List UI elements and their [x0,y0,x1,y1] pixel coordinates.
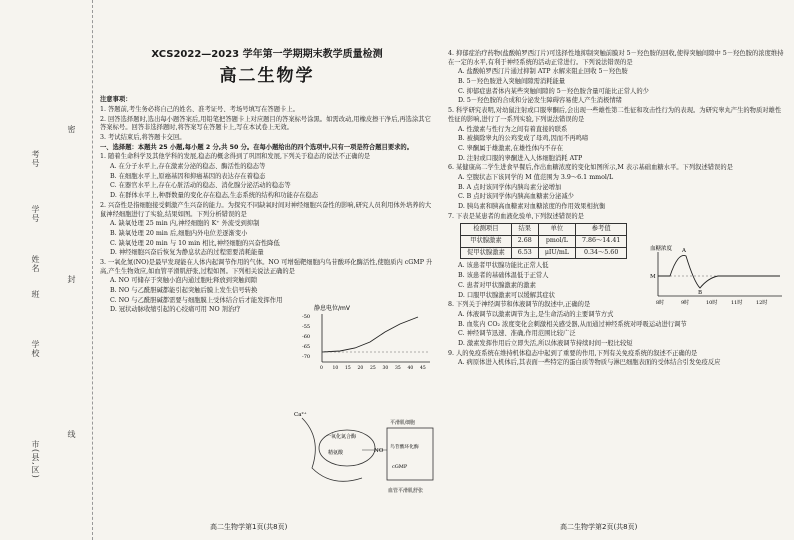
fig2-ytick-label: -70 [302,354,311,360]
margin-label-exam-id: 考号 [31,150,40,168]
question-4-stem: 4. 抑郁症治疗药物(盐酸帕罗西汀片)可选择性地抑制突触前膜对 5－羟色胺的回收,使得突触间隙中 5－羟色胺的浓度维持在一定的水平,有利于神经系统的活动正常进行。下列说法错误的是 [448,50,784,66]
notice-item: 1. 答题前,考生务必将自己的姓名、准考证号、考场号填写在答题卡上。 [100,105,299,113]
q1-option-a: A. 在分子水平上,存在激素分泌的稳态、酶活性的稳态等 [110,163,266,171]
question-3-stem: 3. 一氧化氮(NO)是最早发现能在人体内起调节作用的气体。NO 可增强靶细胞内鸟苷酸环化酶活性,使胞质内 cGMP 升高,产生生物效应,如血管平滑肌舒张,过程如图。下列相关说法正确的是 [100,258,433,275]
fig3-label: Ca²⁺ [294,412,307,418]
q4-option-c: C. 抑郁症患者体内某些突触间隙的 5－羟色胺含量可能比正常人的少 [458,87,649,95]
table-cell: 2.68 [511,236,538,248]
table-row [461,247,627,259]
binding-margin [0,0,93,540]
q5-option-c: C. 睾酮属于雄激素,在雄性体内不存在 [458,144,564,152]
fig2-ytick-label: -50 [302,314,311,320]
q5-option-a: A. 性激素与性行为之间有着直接的联系 [458,125,568,133]
seal-char-3: 线 [67,430,76,439]
fig2-xtick-label: 35 [395,366,401,371]
table-cell: 促甲状腺激素 [461,247,512,259]
q3-option-c: C. NO 与乙酰胆碱都需要与细胞膜上受体结合后才能发挥作用 [110,296,283,304]
notice-title: 注意事项： [100,96,132,104]
table-cell: 0.34～5.60 [575,247,626,259]
question-8-stem: 8. 下列关于神经调节和体液调节的叙述中,正确的是 [448,301,591,309]
table-header-cell: 结果 [511,224,538,236]
notice-item: 2. 回答选择题时,选出每小题答案后,用铅笔把答题卡上对应题目的答案标号涂黑。如需改动,用橡皮擦干净后,再选涂其它答案标号。回答非选择题时,将答案写在答题卡上,写在本试卷上无效。 [100,115,431,132]
fig6-mark-a: A [682,248,686,254]
page-footer-left: 高二生物学第1页(共8页) [210,523,288,531]
q1-option-c: C. 在器官水平上,存在心脏活动的稳态、消化腺分泌活动的稳态等 [110,182,291,190]
blood-glucose-figure [648,242,786,308]
table-header-row [461,224,627,236]
exam-title: XCS2022—2023 学年第一学期期末教学质量检测 [151,49,383,60]
q2-option-a: A. 缺氧处理 25 min 内,神经细胞的 K⁺ 外流受到抑制 [110,220,260,228]
fig2-xtick-label: 0 [320,366,323,371]
margin-label-student-id: 学号 [31,205,40,223]
question-5-stem: 5. 科学研究表明,对幼鼠注射或口服睾酮后,会出现一些雄性第二性征和攻击性行为的表现。为研究睾丸产生的物质对雄性性征的影响,进行了一系列实验,下列说法错误的是 [448,107,782,123]
q7-option-a: A. 该患者甲状腺功能比正常人低 [458,262,549,270]
fig3-label: cGMP [392,464,408,470]
fig3-label: NO [374,448,384,454]
fig2-xtick-label: 25 [370,366,376,371]
question-9-stem: 9. 人的免疫系统在维持机体稳态中起到了重要的作用,下列有关免疫系统的叙述不正确的是 [448,349,698,357]
fig6-xtick-label: 9时 [681,300,690,306]
notice-item: 3. 考试结束后,将答题卡交回。 [100,134,186,141]
fig6-xtick-label: 8时 [656,300,665,306]
fig3-label: 精氨酸 [328,450,344,456]
fig2-xtick-label: 15 [345,366,351,371]
fig2-xtick-label: 20 [357,366,364,371]
table-cell: pmol/L [538,236,575,248]
resting-potential-curve [322,317,418,352]
q5-option-b: B. 被摘除睾丸的公鸡变成了母鸡,因而不再鸣啼 [458,135,589,143]
section-heading: 一、选择题：本题共 25 小题,每小题 2 分,共 50 分。在每小题给出的四个选项中,只有一项是符合题目要求的。 [100,143,414,151]
fig2-xtick-label: 10 [332,366,339,371]
q7-option-c: C. 患者对甲状腺激素的激素 [458,281,536,289]
seal-char-1: 密 [67,125,76,134]
fig2-ylabel: 静息电位/mV [314,305,350,312]
table-header-cell: 单位 [538,224,575,236]
fig6-xtick-label: 11时 [731,300,743,306]
question-6-stem: 6. 某健康高二学生进食早餐后,作出血糖浓度的变化如图所示,M 表示基础血糖水平。下列叙述错误的是 [448,164,733,172]
q4-option-b: B. 5－羟色胺进入突触间隙需消耗能量 [458,78,566,86]
q7-option-d: D. 口服甲状腺激素可以缓解其症状 [458,291,555,299]
fig2-xtick-label: 30 [382,366,389,371]
subject-title: 高二生物学 [219,65,315,86]
q3-option-b: B. NO 与乙酰胆碱都能引起突触后膜上发生信号转换 [110,287,258,294]
q6-option-c: C. B 点时该同学体内胰高血糖素分泌减少 [458,193,574,201]
table-cell: μIU/mL [538,247,575,259]
glucose-curve [658,255,780,288]
fig3-label: 鸟苷酸环化酶 [390,445,419,450]
q3-option-a: A. NO 可储存于突触小泡内通过胞吐释放到突触间隙 [110,277,258,285]
fig6-mark-m: M [650,274,656,280]
q1-option-b: B. 在细胞水平上,原癌基因和抑癌基因的表达存在着稳态 [110,172,266,180]
question-1-stem: 1. 随着生命科学及其他学科的发展,稳态的概念得到了巩固和发展,下列关于稳态的说法不正确的是 [100,153,371,161]
fig6-xtick-label: 12时 [756,300,768,306]
q6-option-d: D. 胰岛素和胰高血糖素对血糖浓度的作用效果相抗衡 [458,203,606,210]
fig2-ytick-label: -60 [302,334,311,340]
fig3-label: 血管平滑肌舒张 [388,488,424,494]
no-pathway-figure [292,408,442,498]
q3-option-d: D. 冠状动脉收缩引起的心绞痛可用 NO 剂治疗 [110,306,241,314]
q8-option-c: C. 神经调节迅速、准确,作用范围比较广泛 [458,330,576,338]
fig2-ytick-label: -55 [302,324,311,330]
question-2-stem: 2. 兴奋性是指细胞接受刺激产生兴奋的能力。为探究不同缺氧时间对神经细胞兴奋性的影响,研究人员利用体外培养的大鼠神经细胞进行了实验,结果如图。下列分析错误的是 [100,201,432,218]
fig6-mark-b: B [698,290,703,296]
q4-option-d: D. 5－羟色胺的合成和分泌发生障碍容易使人产生消极情绪 [458,97,622,105]
lab-result-table [460,223,627,259]
q9-option-a: A. 病原体进入机体后,其表面一些特定的蛋白质等物质与淋巴细胞表面的受体结合引发免疫反应 [458,359,721,367]
q6-option-b: B. A 点时该同学体内胰岛素分泌增加 [458,183,562,191]
table-cell: 甲状腺激素 [461,236,512,248]
fig3-label: 平滑肌细胞 [390,420,416,426]
fig3-label: 一氧化氮合酶 [326,434,357,440]
resting-potential-figure [300,302,434,372]
q8-option-d: D. 激素发挥作用后立即失活,所以体液调节持续时间一般比较短 [458,339,633,347]
seal-char-2: 封 [67,275,76,284]
fig2-xtick-label: 45 [420,366,426,371]
q8-option-b: B. 血浆内 CO₂ 浓度变化会刺激相关感受器,从而通过神经系统对呼吸运动进行调节 [458,320,687,328]
table-header-cell: 参考值 [575,224,626,236]
margin-label-class: 班 [31,290,40,299]
table-row [461,236,627,248]
q5-option-d: D. 注射或口服的睾酮进入人体细胞消耗 ATP [458,154,583,162]
q2-option-d: D. 神经细胞兴奋后恢复为静息状态的过程需要消耗能量 [110,249,264,257]
margin-label-county: 市(县,区) [31,440,40,479]
fig6-xtick-label: 10时 [706,300,718,306]
table-cell: 7.86～14.41 [575,236,626,248]
q4-option-a: A. 盐酸帕罗西汀片通过抑制 ATP 水解来阻止回收 5－羟色胺 [458,68,628,76]
table-cell: 6.53 [511,247,538,259]
table-header-cell: 检测项目 [461,224,512,236]
q1-option-d: D. 在群体水平上,种群数量的变化存在稳态,生态系统的结构和功能存在稳态 [110,192,319,200]
fig2-ytick-label: -65 [302,344,311,350]
q6-option-a: A. 空腹状态下该同学的 M 值范围为 3.9～6.1 mmol/L [458,173,614,181]
question-7-stem: 7. 下表是某患者的血液化验单,下列叙述错误的是 [448,212,584,220]
fig2-xtick-label: 40 [407,366,414,371]
q7-option-b: B. 该患者的基础体温低于正常人 [458,272,549,280]
margin-label-school: 学校 [31,340,40,358]
fig6-ylabel: 血糖浓度 [650,246,673,252]
q2-option-c: C. 缺氧处理 20 min 与 10 min 相比,神经细胞的兴奋性降低 [110,239,280,247]
margin-label-name: 姓名 [31,255,40,273]
q8-option-a: A. 体液调节以激素调节为主,是生命活动的主要调节方式 [458,310,614,318]
page-footer-right: 高二生物学第2页(共8页) [560,523,638,531]
q2-option-b: B. 缺氧处理 20 min 后,细胞内外电位差逐渐变小 [110,229,248,237]
